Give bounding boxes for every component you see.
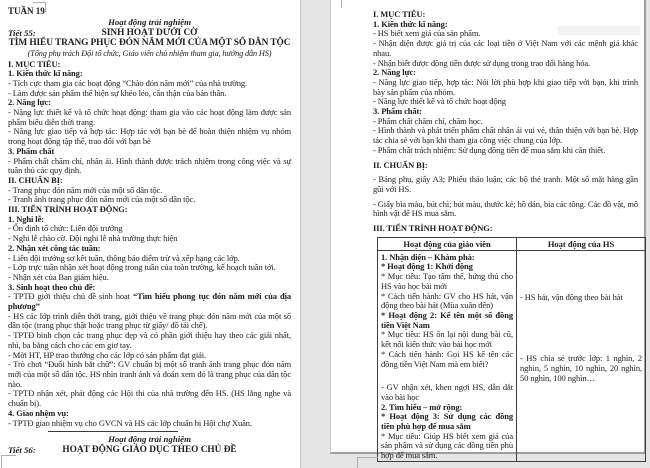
- paragraph: 1. Nghi lễ:: [8, 213, 44, 224]
- paragraph: - Năng lực giao tiếp, hợp tác: Nói lời phù hợp khi giao tiếp với bạn, khi trình bày sản phẩm của nhóm.: [373, 76, 638, 97]
- paragraph: 1. Nhận diện – Khám phá:: [381, 251, 475, 262]
- paragraph: - Tranh ảnh trang phục đón năm mới của một số dân tộc.: [8, 194, 196, 205]
- paragraph: - TPTĐ giới thiệu chủ đề sinh hoạt “Tìm hiểu phong tục đón năm mới của địa phương”: [8, 291, 291, 312]
- paragraph: I. MỤC TIÊU:: [373, 9, 426, 19]
- week-label: TUẦN 19: [8, 6, 45, 16]
- paragraph: - Bảng phụ, giấy A3; Phiếu thảo luận; các bộ thẻ tranh. Một số mặt hàng gần gũi với HS.: [373, 174, 638, 194]
- paragraph: I. MỤC TIÊU:: [8, 58, 61, 69]
- paragraph: 3. Sinh hoạt theo chủ đề:: [8, 281, 96, 292]
- paragraph: 1. Kiến thức kĩ năng:: [8, 68, 83, 79]
- paragraph: 2. Năng lực:: [8, 97, 51, 108]
- paragraph: - Hình thành và phát triển phẩm chất nhân ái vui vẻ, thân thiện với bạn bè. Hợp tác chia sẻ với bạn khi tham gia công việc chung của lớp.: [373, 125, 638, 146]
- crop-mark-right-page-top: [341, 0, 342, 8]
- right-page-body: [373, 10, 638, 234]
- paragraph: - Nhận biết được đồng tiền được sử dụng trong trao đổi hàng hóa.: [373, 57, 591, 68]
- table-header-row: [378, 237, 646, 250]
- footer-lesson-title: HOẠT ĐỘNG GIÁO DỤC THEO CHỦ ĐỀ: [62, 444, 237, 455]
- paragraph: 2. Nhận xét công tác tuần:: [8, 242, 101, 253]
- table-body-row: [378, 250, 646, 461]
- page-right: [330, 0, 646, 461]
- paragraph: * Mục tiêu: Tạo tâm thế, hứng thú cho HS vào học bài mới: [381, 271, 513, 291]
- paragraph: - Phẩm chất trách nhiệm: Sử dụng đồng tiền để mua sắm khi cần thiết.: [373, 144, 606, 155]
- paragraph: - TPTĐ nhận xét, phát động các Hội thi của nhà trường đến HS. (HS lắng nghe và chuẩn bị).: [8, 388, 291, 409]
- paragraph: * Hoạt động 3: Sử dụng các đồng tiền phù hợp để mua sắm: [381, 411, 513, 432]
- paragraph: - HS chia sẻ trước lớp: 1 nghìn, 2 nghìn, 5 nghìn, 10 nghìn, 20 nghìn, 50 nghìn, 100 nghìn…: [520, 353, 642, 383]
- paragraph: II. CHUẨN BỊ:: [373, 159, 428, 170]
- footer-subject-line: Hoạt động trải nghiệm: [108, 434, 191, 445]
- paragraph: * Hoạt động 2: Kể tên một số đồng tiền Việt Nam: [381, 309, 513, 330]
- paragraph: - GV nhận xét, khen ngợi HS, dẫn dắt vào bài học: [381, 382, 513, 402]
- paragraph: 3. Phẩm chất: [8, 145, 55, 156]
- teacher-activities-cell: [378, 250, 517, 461]
- student-activities-cell: [517, 250, 646, 461]
- paragraph: * Mục tiêu: Giúp HS biết xem giá của sản phẩm và sử dụng các đồng tiền phù hợp để mua sắm.: [381, 430, 513, 461]
- crop-mark-bottom-left: [1, 455, 16, 468]
- paragraph: - Ổn định tổ chức: Liên đội trưởng: [8, 223, 123, 234]
- paragraph: - TPTĐ giao nhiệm vụ cho GVCN và HS các lớp chuẩn bị Hội chợ Xuân.: [8, 417, 252, 428]
- paragraph: - HS hát, vận động theo bài hát: [520, 291, 623, 302]
- header-student-activities: Hoạt động của HS: [517, 237, 646, 250]
- footer-period-label: Tiết 56:: [8, 444, 36, 455]
- paragraph: - Làm được sản phẩm thể hiện sự khéo léo, cẩn thận của bản thân.: [8, 87, 227, 98]
- paragraph: * Mục tiêu: HS ôn lại nội dung bài cũ, kết nối kiến thức vào bài học mới: [381, 329, 513, 350]
- paragraph: * Hoạt động 1: Khởi động: [381, 261, 473, 272]
- paragraph: - Nhận diện được giá trị của các loại tiền ở Việt Nam với các mệnh giá khác nhau.: [373, 38, 638, 58]
- paragraph: - TPTĐ bình chọn các trang phục đẹp và có phần giới thiệu hay theo các giải nhất, nhì, ba bằng cách cho các em giơ tay.: [8, 330, 291, 350]
- paragraph: - Phẩm chất chăm chỉ, nhân ái. Hình thành được trách nhiệm trong công việc và sự tuân thủ các quy định.: [8, 155, 291, 176]
- paragraph: - Năng lực thiết kế và tổ chức hoạt động: [373, 96, 506, 107]
- paragraph: 3. Phẩm chất:: [373, 106, 422, 117]
- paragraph: * Cách tiến hành: Gọi HS kể tên các đồng tiền Việt Nam mà em biết?: [381, 348, 513, 369]
- header-teacher-activities: Hoạt động của giáo viên: [378, 237, 517, 250]
- period-label: Tiết 55:: [8, 27, 36, 38]
- paragraph: 1. Kiến thức kĩ năng:: [373, 18, 448, 29]
- crop-mark-top-left: [33, 2, 46, 12]
- paragraph: II. CHUẨN BỊ:: [8, 174, 63, 185]
- subject-line: Hoạt động trải nghiệm: [108, 17, 191, 27]
- paragraph: - Năng lực thiết kế và tổ chức hoạt động: tham gia vào các hoạt động làm được sản phẩm biểu diễn thời trang.: [8, 107, 291, 127]
- paragraph: 2. Tìm hiểu – mở rộng:: [381, 401, 463, 412]
- paragraph: - Nhận xét của Ban giám hiệu.: [8, 271, 109, 282]
- paragraph: - Nghi lễ chào cờ. Đội nghi lễ nhà trường thực hiện: [8, 233, 178, 244]
- activity-table: [377, 237, 646, 462]
- paragraph: - HS các lớp trình diễn thời trang, giới thiệu về trang phục đón năm mới của một số dân tộc (trang phục thật hoặc trang phục từ giấy/ đồ tái chế).: [8, 310, 291, 331]
- paragraph: 2. Năng lực:: [373, 67, 416, 78]
- crop-mark-next-page: [357, 457, 378, 468]
- session-type: SINH HOẠT DƯỚI CỜ: [101, 27, 198, 38]
- paragraph: - Tích cực tham gia các hoạt động “Chào đón năm mới” của nhà trường.: [8, 77, 248, 88]
- period-row: [8, 28, 291, 39]
- divider-rule: [48, 431, 178, 432]
- lesson-title: TÌM HIỂU TRANG PHỤC ĐÓN NĂM MỚI CỦA MỘT SỐ DÂN TỘC: [8, 38, 291, 48]
- paragraph: - Lớp trực tuần nhận xét hoạt động trong tuần của toàn trường, kế hoạch tuần tới.: [8, 262, 276, 273]
- organizer-note: (Tổng phụ trách Đội tổ chức, Giáo viên chủ nhiệm tham gia, hướng dẫn HS): [27, 49, 272, 58]
- paragraph: - Năng lực giao tiếp và hợp tác: Hợp tác với bạn bè để hoàn thiện nhiệm vụ nhóm trong hoạt động tập thể, trao đổi với bạn bè: [8, 126, 291, 147]
- paragraph: - Mời HT, HP trao thưởng cho các lớp có sản phẩm đạt giải.: [8, 349, 207, 360]
- paragraph: - HS biết xem giá của sản phẩm.: [373, 28, 481, 39]
- paragraph: - Liên đội trưởng sơ kết tuần, thông báo điểm trừ và xếp hạng các lớp.: [8, 252, 240, 263]
- paragraph: * Cách tiến hành: GV cho HS hát, vận động theo bài hát (Mùa xuân đến): [381, 290, 513, 311]
- scan-artifact: [558, 26, 640, 35]
- footer-period-row: [8, 445, 291, 456]
- paragraph: - Trang phục đón năm mới của một số dân tộc.: [8, 184, 163, 195]
- paragraph: 4. Giao nhệm vụ:: [8, 407, 69, 418]
- paragraph: III. TIẾN TRÌNH HOẠT ĐỘNG:: [8, 204, 128, 215]
- paragraph: - Giấy bìa màu, bút chì; bút màu, thước kẻ; hồ dán, bìa các tông. Các đồ vật, mô hình vật để HS mua sắm.: [373, 198, 638, 219]
- page-left: [0, 0, 301, 468]
- paragraph: - Trò chơi “Đuổi hình bắt chữ”: GV chuẩn bị một số tranh ảnh trang phục đón năm mới của một số dân tộc. HS nhìn tranh ảnh và đoán xem đó là trang phục của dân tộc nào.: [8, 359, 291, 389]
- paragraph: III. TIẾN TRÌNH HOẠT ĐỘNG:: [373, 223, 493, 234]
- paragraph: - Phẩm chất chăm chỉ, chăm học.: [373, 115, 483, 126]
- left-page-body: [8, 60, 291, 429]
